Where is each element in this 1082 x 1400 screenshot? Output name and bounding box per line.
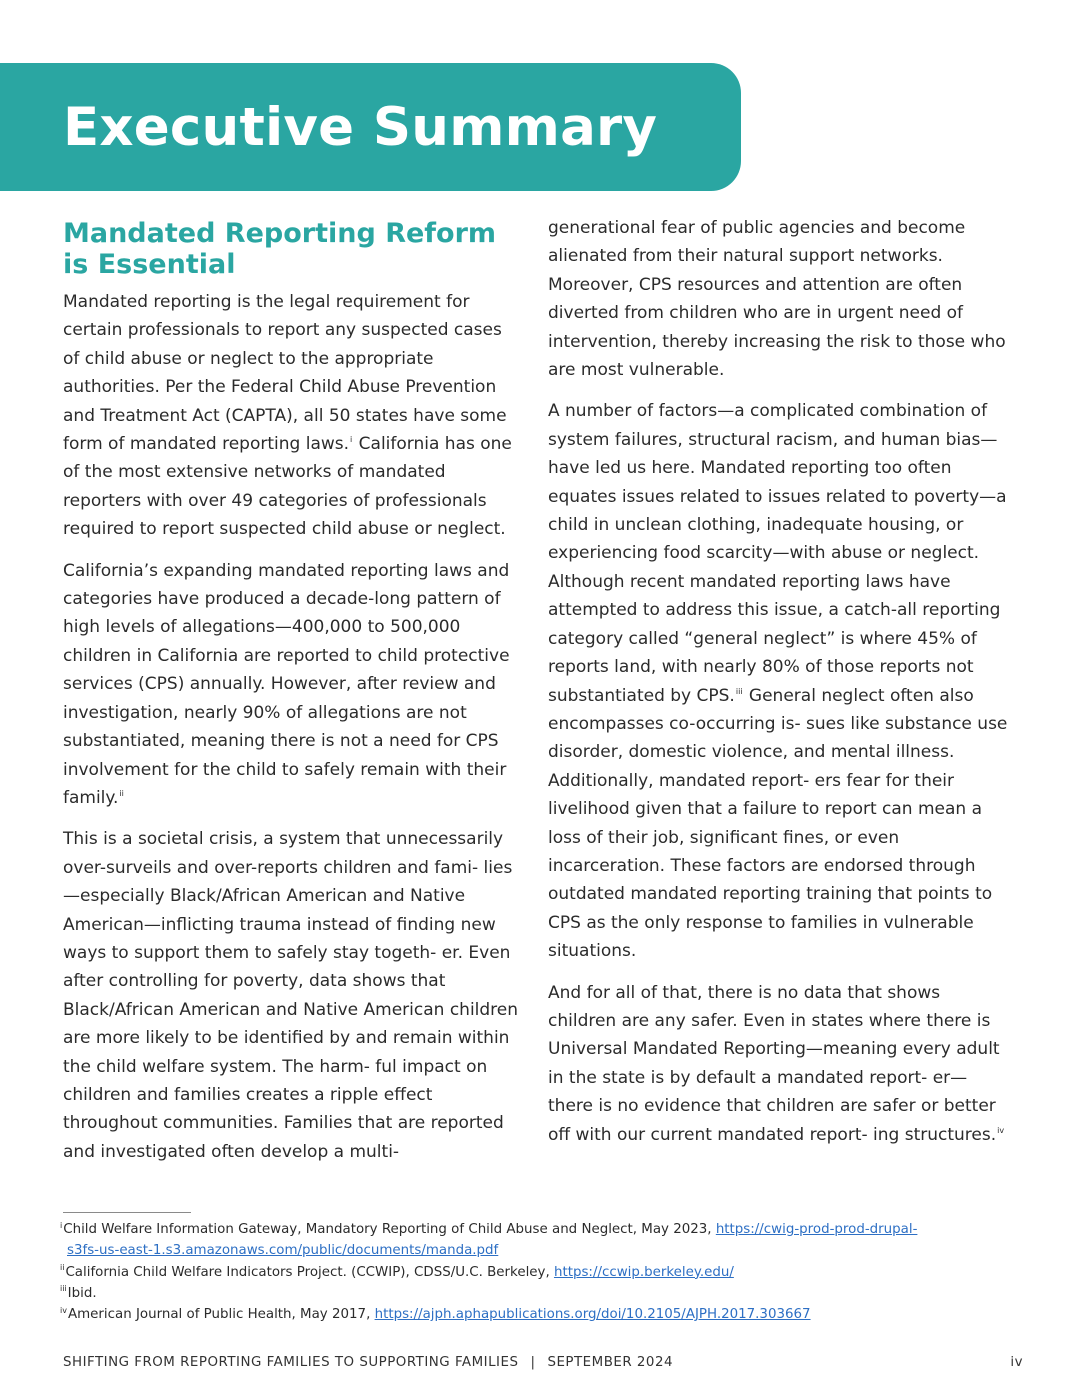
footnote-ii: $^{ii}$California Child Welfare Indicators Project. (CCWIP), CDSS/U.C. Berkeley, https://ccwip.berkeley.edu/ [60, 1263, 734, 1280]
footnote-ref-ii[interactable]: ii [119, 789, 124, 799]
footnote-i: $^i$Child Welfare Information Gateway, Mandatory Reporting of Child Abuse and Neglect, May 2023, https://cwig-prod-prod-drupal- s3fs-us-east-1.s3.amazonaws.com/public/documents/manda.pdf [60, 1220, 918, 1259]
paragraph-5: And for all of that, there is no data that shows children are any safer. Even in states where there is Universal Mandated Reporting—meaning every adult in the state is by default a mandated report- er—there is no evidence that children are safer or better off with our current mandated report- ing structures.$^{iv}$ [548, 982, 1005, 1145]
footnote-iv-link[interactable]: https://ajph.aphapublications.org/doi/10.2105/AJPH.2017.303667 [374, 1307, 811, 1323]
paragraph-1: Mandated reporting is the legal requirement for certain professionals to report any suspected cases of child abuse or neglect to the appropriate authorities. Per the Federal Child Abuse Prevention and Treatment Act (CAPTA), all 50 states have some form of mandated reporting laws.$^i$ California has one of the most extensive networks of mandated reporters with over 49 categories of professionals required to report suspected child abuse or neglect. [63, 292, 512, 540]
footnote-i-link[interactable]: https://cwig-prod-prod-drupal- [715, 1222, 918, 1237]
footnote-ref-iii[interactable]: iii [735, 686, 743, 696]
footnote-divider [63, 1212, 191, 1213]
page-footer [63, 1355, 1023, 1370]
left-column [63, 218, 523, 1179]
footnote-ref-iv[interactable]: iv [997, 1125, 1005, 1135]
paragraph-3-part-2: generational fear of public agencies and become alienated from their natural support networks. Moreover, CPS resources and attention are often diverted from children who are in urgent need of intervention, thereby increasing the risk to those who are most vulnerable. [548, 218, 1006, 381]
section-heading: Mandated Reporting Reform is Essential [63, 218, 497, 280]
footnotes [59, 1219, 1039, 1325]
page-title: Executive Summary [63, 97, 658, 158]
footer-title: SHIFTING FROM REPORTING FAMILIES TO SUPPORTING FAMILIES [63, 1355, 519, 1370]
footnote-i-link-cont[interactable]: s3fs-us-east-1.s3.amazonaws.com/public/documents/manda.pdf [67, 1243, 499, 1259]
footer-date: SEPTEMBER 2024 [547, 1355, 673, 1370]
footnote-iv: $^{iv}$American Journal of Public Health, May 2017, https://ajph.aphapublications.org/doi/10.2105/AJPH.2017.303667 [60, 1305, 811, 1323]
page-number: iv [1010, 1355, 1023, 1370]
footnote-ii-link[interactable]: https://ccwip.berkeley.edu/ [553, 1264, 734, 1280]
title-banner [0, 63, 741, 191]
right-column [548, 214, 1010, 1162]
footer-separator: | [530, 1355, 536, 1370]
footnote-ref-i[interactable]: i [350, 435, 353, 445]
paragraph-2: California’s expanding mandated reporting laws and categories have produced a decade-long pattern of high levels of allegations—400,000 to 500,000 children in California are reported to child protective services (CPS) annually. However, after review and investigation, nearly 90% of allegations are not substantiated, meaning there is not a need for CPS involvement for the child to safely remain with their family.$^{ii}$ [63, 560, 510, 808]
paragraph-3-part-1: This is a societal crisis, a system that unnecessarily over-surveils and over-reports children and fami- lies—especially Black/African American and Native American—inflicting trauma instead of finding new ways to support them to safely stay togeth- er. Even after controlling for poverty, data shows that Black/African American and Native American children are more likely to be identified by and remain within the child welfare system. The harm- ful impact on children and families creates a ripple effect throughout communities. Families that are reported and investigated often develop a multi- [63, 829, 519, 1162]
footnote-iii: $^{iii}$Ibid. [60, 1284, 97, 1301]
paragraph-4: A number of factors—a complicated combination of system failures, structural racism, and human bias—have led us here. Mandated reporting too often equates issues related to issues related to poverty—a child in unclean clothing, inadequate housing, or experiencing food scarcity—with abuse or neglect. Although recent mandated reporting laws have attempted to address this issue, a catch-all reporting category called “general neglect” is where 45% of reports land, with nearly 80% of those reports not substantiated by CPS.$^{iii}$ General neglect often also encompasses co-occurring is- sues like substance use disorder, domestic violence, and mental illness. Additionally, mandated report- ers fear for their livelihood given that a failure to report can mean a loss of their job, significant fines, or even incarceration. These factors are endorsed through outdated mandated reporting training that points to CPS as the only response to families in vulnerable situations. [548, 401, 1008, 962]
